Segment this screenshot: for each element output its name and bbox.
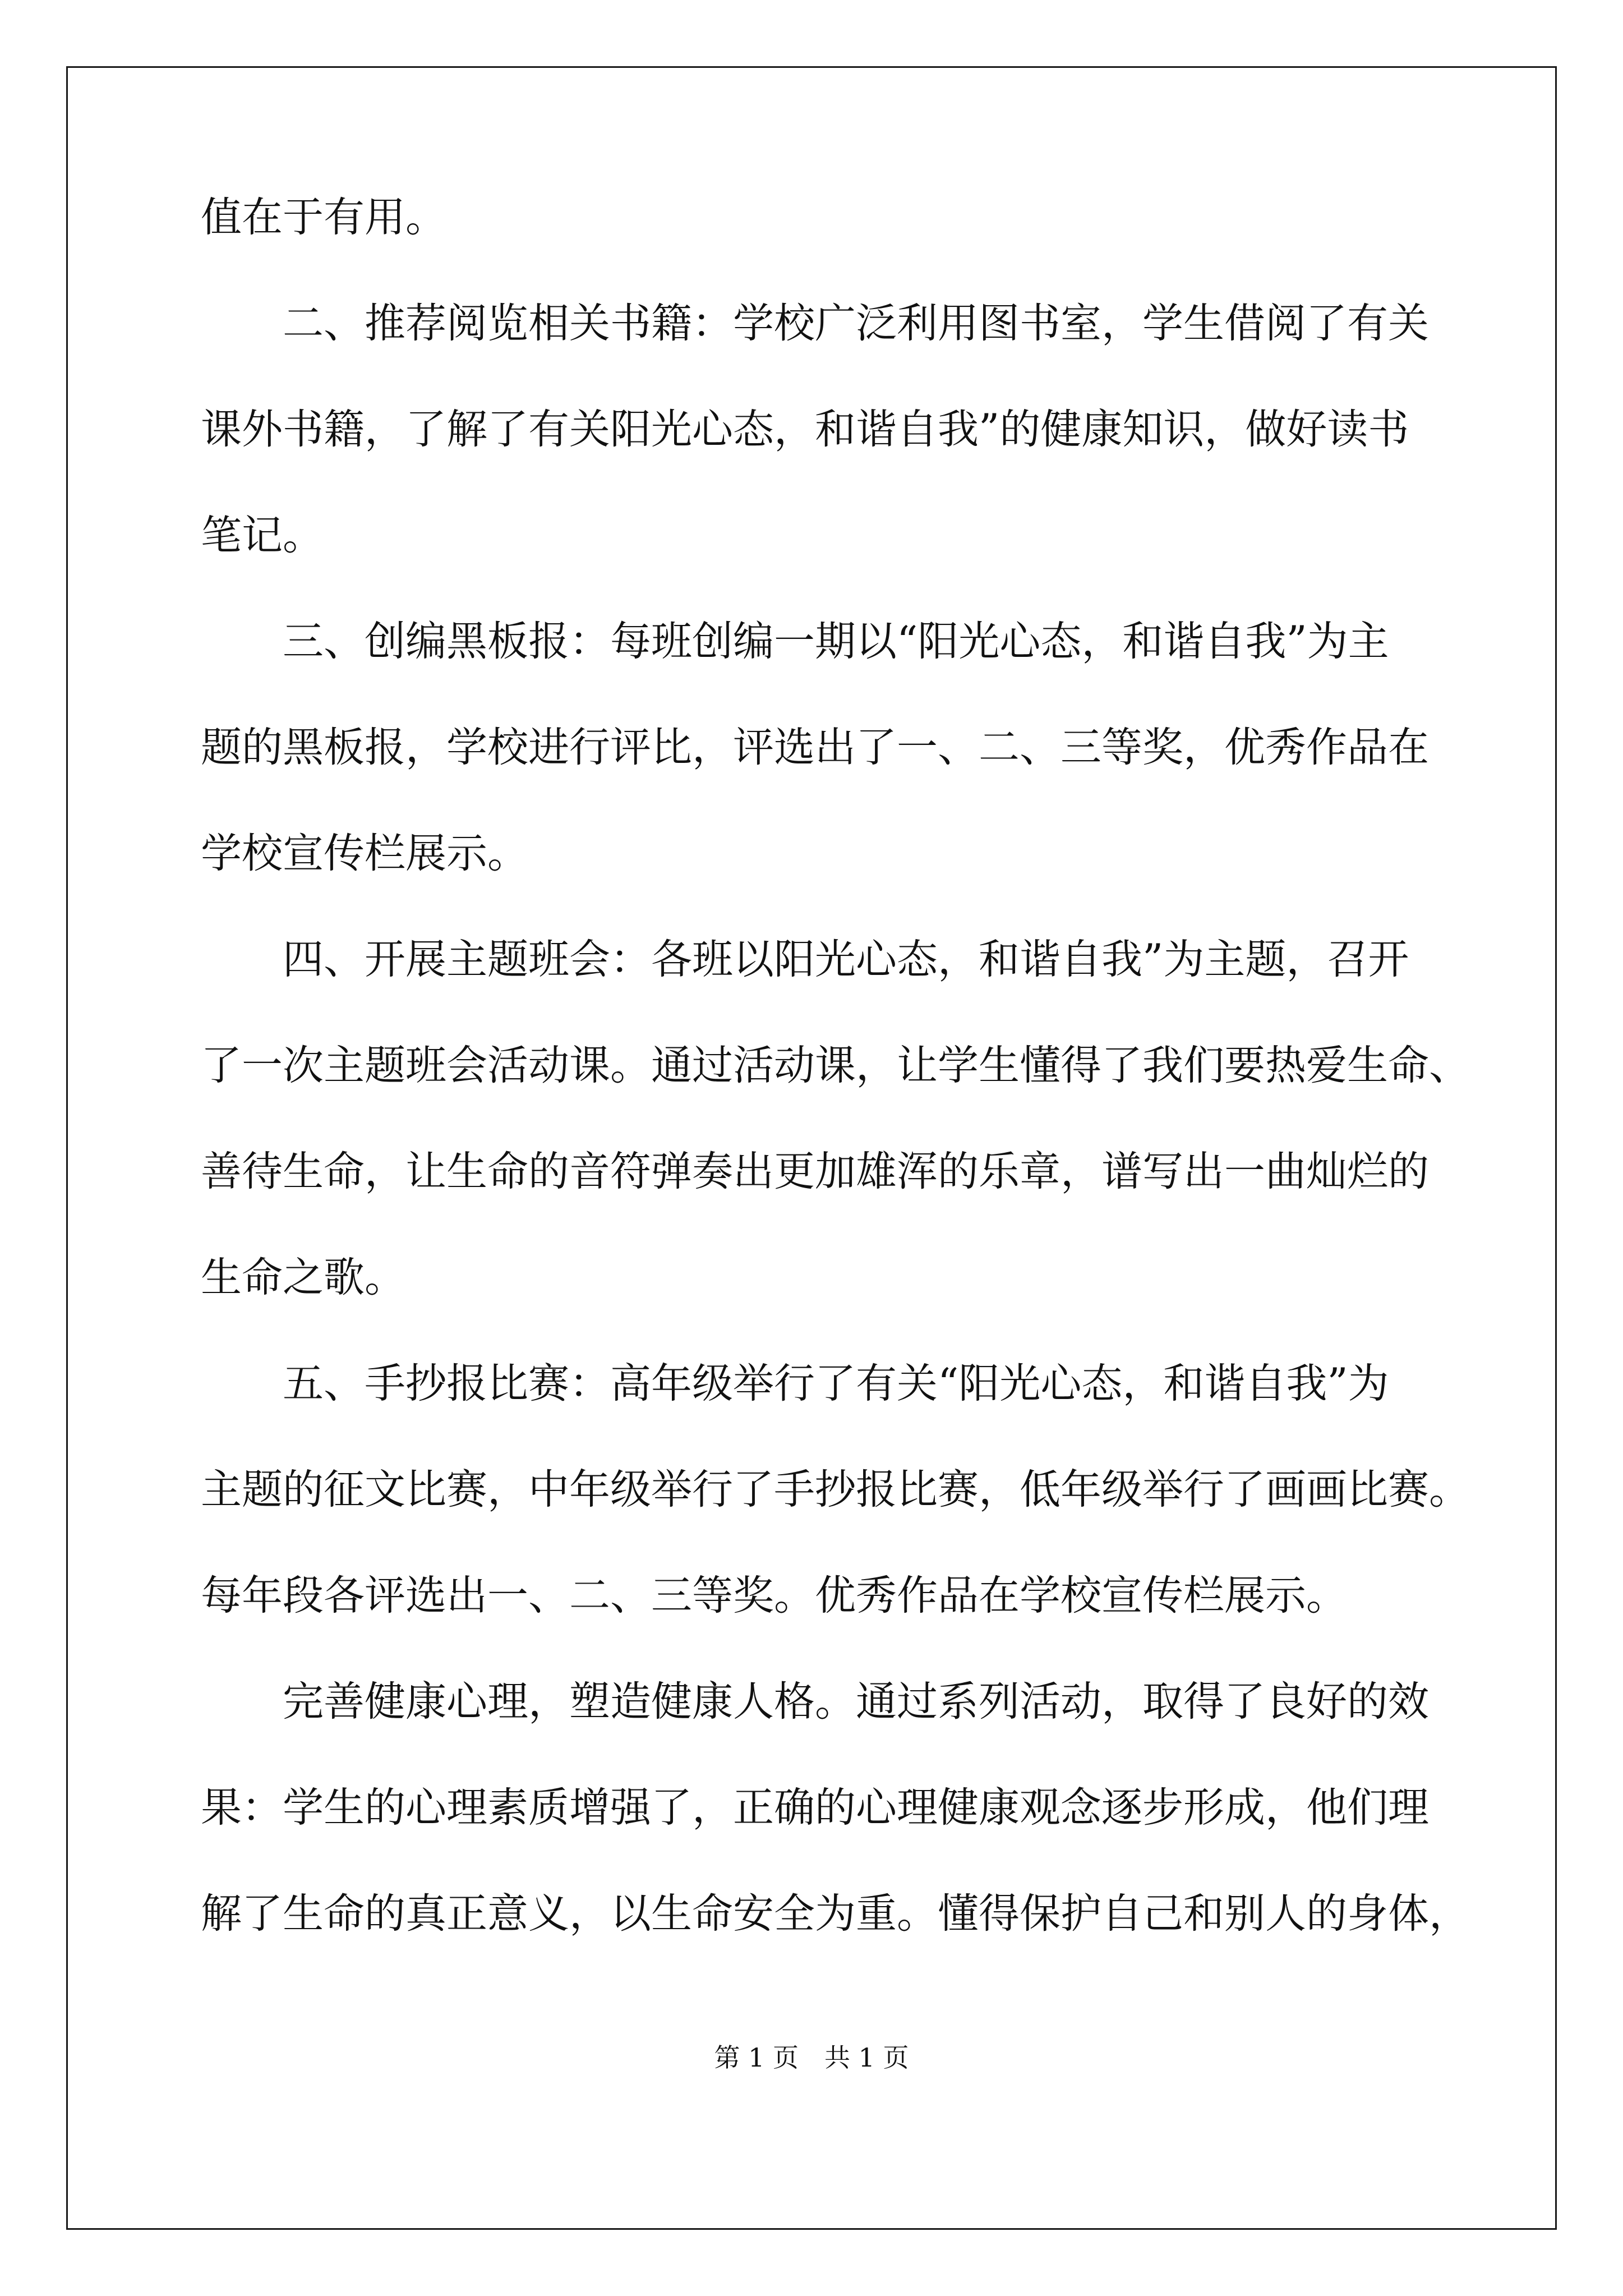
text-line: 题的黑板报，学校进行评比，评选出了一、二、三等奖，优秀作品在	[201, 724, 1429, 771]
text-line: 每年段各评选出一、二、三等奖。优秀作品在学校宣传栏展示。	[201, 1572, 1347, 1619]
paragraph-first-line: 四、开展主题班会：各班以阳光心态，和谐自我”为主题，召开	[283, 936, 1409, 983]
text-line: 善待生命，让生命的音符弹奏出更加雄浑的乐章，谱写出一曲灿烂的	[201, 1148, 1429, 1195]
paragraph-first-line: 五、手抄报比赛：高年级举行了有关“阳光心态，和谐自我”为	[283, 1360, 1389, 1407]
text-line: 笔记。	[201, 512, 324, 559]
text-line: 主题的征文比赛，中年级举行了手抄报比赛，低年级举行了画画比赛。	[201, 1466, 1470, 1513]
text-line: 了一次主题班会活动课。通过活动课，让学生懂得了我们要热爱生命、	[201, 1042, 1470, 1089]
paragraph-first-line: 三、创编黑板报：每班创编一期以“阳光心态，和谐自我”为主	[283, 618, 1389, 665]
text-line: 解了生命的真正意义，以生命安全为重。懂得保护自己和别人的身体，	[201, 1890, 1470, 1938]
page-footer: 第 1 页 共 1 页	[714, 2042, 909, 2073]
text-line: 值在于有用。	[201, 194, 446, 241]
text-line: 课外书籍，了解了有关阳光心态，和谐自我”的健康知识，做好读书	[201, 406, 1409, 453]
text-line: 果：学生的心理素质增强了，正确的心理健康观念逐步形成，他们理	[201, 1784, 1429, 1832]
paragraph-first-line: 完善健康心理，塑造健康人格。通过系列活动，取得了良好的效	[283, 1678, 1429, 1726]
text-line: 学校宣传栏展示。	[201, 830, 528, 877]
text-line: 生命之歌。	[201, 1254, 405, 1301]
paragraph-first-line: 二、推荐阅览相关书籍：学校广泛利用图书室，学生借阅了有关	[283, 300, 1429, 347]
